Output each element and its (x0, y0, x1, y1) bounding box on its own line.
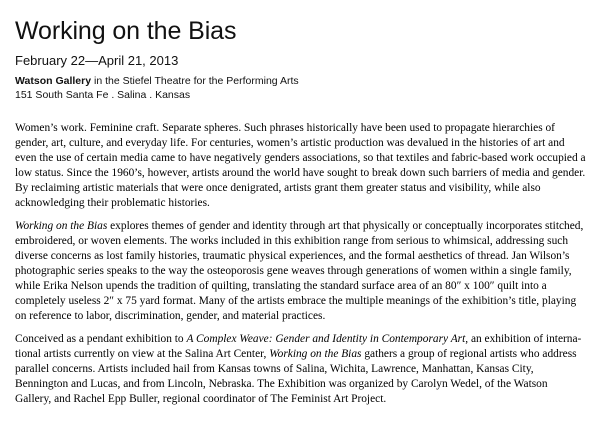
exhibition-dates: February 22—April 21, 2013 (15, 53, 179, 68)
statement-paragraph-3-lead: Conceived as a pendant exhibition to (15, 333, 187, 345)
companion-exhibition-title-italic: A Complex Weave: Gender and Identity in Contemporary Art (186, 333, 466, 345)
exhibition-header (15, 16, 586, 102)
exhibition-title-italic: Working on the Bias (15, 220, 108, 232)
venue-description: in the Stiefel Theatre for the Performing Arts (91, 75, 299, 87)
venue-name: Watson Gallery (15, 75, 92, 87)
exhibition-title-italic-second: Working on the Bias (269, 348, 362, 360)
venue-address: 151 South Santa Fe . Salina . Kansas (15, 88, 191, 101)
statement-paragraph-1: Women’s work. Feminine craft. Separate spheres. Such phrases historically have been used to propagate hierarchies of gender, art, culture, and everyday life. For centuries, women’s artistic production was devalued in the histories of art and even the use of certain media came to have negatively genders associations, so that textiles and fabric-based work occupied a low status. Since the 1960’s, however, artists around the world have sought to break down such barriers of media and gender. By reclaiming artistic materials that were once denigrated, artists grant them greater status and visibility, while also acknowledging their problematic histories. (15, 122, 586, 209)
page-title: Working on the Bias (15, 17, 237, 45)
statement-paragraph-3-tail: gathers a group of regional artists who address parallel concerns. Artists included hail from Kansas towns of Salina, Wichita, Lawrence, Manhattan, Kansas City, Bennington and Lucas, and from Lincoln, Nebraska. The Exhibition was organized by Carolyn Wedel, of the Watson Gallery, and Rachel Epp Buller, regional coordinator of The Feminist Art Project. (15, 348, 577, 405)
statement-paragraph-2-text: explores themes of gender and identity through art that physically or conceptually incorporates stitched, embroidered, or woven elements. The works included in this exhibition range from serious to whimsical, addressing such diverse concerns as lost family histories, traumatic physical experiences, and the formal aesthetics of thread. Jan Wilson’s photographic series speaks to the way the osteoporosis gene weaves through generations of women within a single family, while Erika Nelson upends the tradition of quilting, translating the standard surface area of an 80″ x 100″ quilt into a completely useless 2″ x 75 yard format. Many of the artists embrace the multiple meanings of the exhibition’s title, playing on reference to labor, discrimination, gender, and material practices. (15, 220, 584, 322)
venue-line (15, 75, 586, 89)
statement-paragraph-3 (15, 332, 586, 407)
statement-paragraph-2 (15, 219, 586, 324)
statement-paragraph-3-mid: , an exhibition of interna-tional artists currently on view at the Salina Art Center, (15, 333, 582, 360)
exhibition-statement (15, 121, 586, 407)
